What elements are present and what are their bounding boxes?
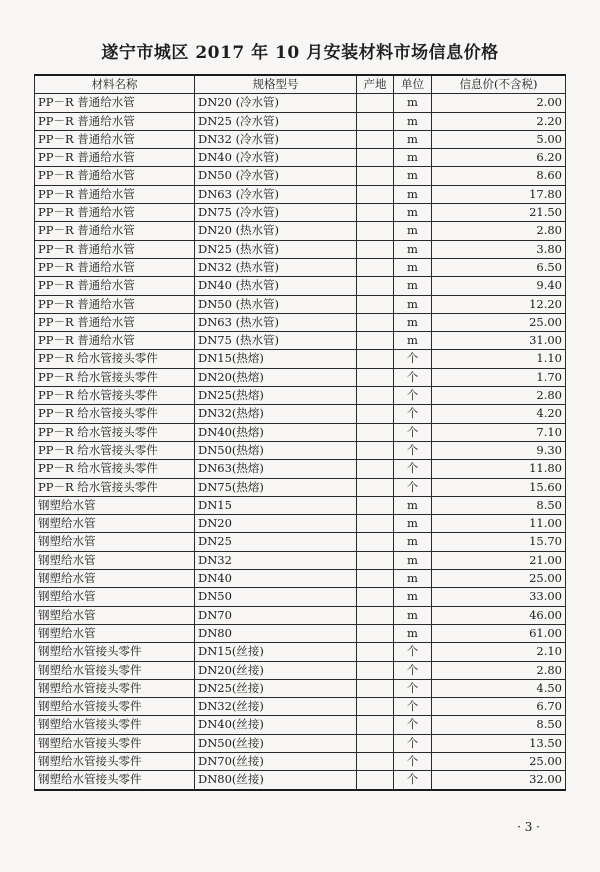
cell-spec: DN50(热熔) xyxy=(195,441,357,459)
table-row xyxy=(35,167,566,185)
table-row xyxy=(35,661,566,679)
table-row xyxy=(35,350,566,368)
cell-name: 钢塑给水管 xyxy=(35,570,195,588)
cell-unit: m xyxy=(394,332,432,350)
table-row xyxy=(35,149,566,167)
cell-origin xyxy=(357,771,394,790)
cell-origin xyxy=(357,643,394,661)
cell-name: 钢塑给水管 xyxy=(35,533,195,551)
cell-unit: 个 xyxy=(394,698,432,716)
cell-spec: DN32(丝接) xyxy=(195,698,357,716)
cell-spec: DN15(丝接) xyxy=(195,643,357,661)
table-row xyxy=(35,624,566,642)
cell-spec: DN20 xyxy=(195,515,357,533)
cell-unit: m xyxy=(394,149,432,167)
cell-price: 8.60 xyxy=(432,167,566,185)
page-title: 遂宁市城区 2017 年 10 月安装材料市场信息价格 xyxy=(101,43,499,63)
cell-unit: 个 xyxy=(394,661,432,679)
table-row xyxy=(35,441,566,459)
cell-unit: m xyxy=(394,277,432,295)
cell-price: 61.00 xyxy=(432,624,566,642)
cell-price: 25.00 xyxy=(432,570,566,588)
table-row xyxy=(35,405,566,423)
cell-name: PP－R 普通给水管 xyxy=(35,185,195,203)
header-origin: 产地 xyxy=(357,75,394,94)
cell-name: PP－R 给水管接头零件 xyxy=(35,478,195,496)
cell-name: PP－R 普通给水管 xyxy=(35,167,195,185)
cell-unit: 个 xyxy=(394,350,432,368)
cell-spec: DN20(丝接) xyxy=(195,661,357,679)
cell-name: PP－R 普通给水管 xyxy=(35,332,195,350)
cell-unit: 个 xyxy=(394,679,432,697)
table-row xyxy=(35,679,566,697)
cell-unit: 个 xyxy=(394,423,432,441)
cell-price: 5.00 xyxy=(432,130,566,148)
cell-spec: DN32 (热水管) xyxy=(195,258,357,276)
table-row xyxy=(35,734,566,752)
cell-price: 1.10 xyxy=(432,350,566,368)
cell-origin xyxy=(357,185,394,203)
cell-price: 2.20 xyxy=(432,112,566,130)
cell-origin xyxy=(357,204,394,222)
cell-spec: DN50 (冷水管) xyxy=(195,167,357,185)
table-row xyxy=(35,295,566,313)
cell-name: PP－R 普通给水管 xyxy=(35,94,195,112)
cell-price: 12.20 xyxy=(432,295,566,313)
cell-origin xyxy=(357,167,394,185)
cell-name: 钢塑给水管接头零件 xyxy=(35,661,195,679)
cell-price: 31.00 xyxy=(432,332,566,350)
table-row xyxy=(35,588,566,606)
cell-unit: m xyxy=(394,588,432,606)
table-row xyxy=(35,771,566,790)
cell-price: 11.00 xyxy=(432,515,566,533)
cell-spec: DN63 (热水管) xyxy=(195,313,357,331)
cell-spec: DN40 (热水管) xyxy=(195,277,357,295)
cell-price: 2.00 xyxy=(432,94,566,112)
cell-price: 17.80 xyxy=(432,185,566,203)
cell-origin xyxy=(357,496,394,514)
cell-price: 33.00 xyxy=(432,588,566,606)
table-row xyxy=(35,130,566,148)
cell-unit: m xyxy=(394,551,432,569)
table-row xyxy=(35,258,566,276)
table-row xyxy=(35,752,566,770)
cell-origin xyxy=(357,551,394,569)
cell-spec: DN40 (冷水管) xyxy=(195,149,357,167)
cell-spec: DN70(丝接) xyxy=(195,752,357,770)
cell-name: 钢塑给水管 xyxy=(35,551,195,569)
cell-name: 钢塑给水管 xyxy=(35,496,195,514)
cell-price: 1.70 xyxy=(432,368,566,386)
cell-origin xyxy=(357,112,394,130)
cell-unit: 个 xyxy=(394,460,432,478)
table-row xyxy=(35,716,566,734)
cell-spec: DN63 (冷水管) xyxy=(195,185,357,203)
cell-origin xyxy=(357,698,394,716)
cell-origin xyxy=(357,570,394,588)
cell-origin xyxy=(357,478,394,496)
cell-origin xyxy=(357,716,394,734)
cell-price: 3.80 xyxy=(432,240,566,258)
cell-spec: DN32 (冷水管) xyxy=(195,130,357,148)
cell-origin xyxy=(357,277,394,295)
cell-name: 钢塑给水管接头零件 xyxy=(35,771,195,790)
cell-origin xyxy=(357,533,394,551)
cell-name: PP－R 普通给水管 xyxy=(35,295,195,313)
cell-unit: m xyxy=(394,295,432,313)
table-row xyxy=(35,423,566,441)
table-row xyxy=(35,368,566,386)
cell-price: 21.00 xyxy=(432,551,566,569)
cell-unit: 个 xyxy=(394,441,432,459)
table-row xyxy=(35,387,566,405)
price-table xyxy=(34,74,566,791)
cell-price: 25.00 xyxy=(432,752,566,770)
header-spec: 规格型号 xyxy=(195,75,357,94)
cell-name: PP－R 普通给水管 xyxy=(35,222,195,240)
cell-spec: DN25 xyxy=(195,533,357,551)
cell-price: 4.20 xyxy=(432,405,566,423)
cell-price: 9.40 xyxy=(432,277,566,295)
cell-unit: 个 xyxy=(394,752,432,770)
cell-origin xyxy=(357,460,394,478)
cell-name: 钢塑给水管 xyxy=(35,515,195,533)
table-row xyxy=(35,94,566,112)
cell-origin xyxy=(357,149,394,167)
cell-spec: DN20(热熔) xyxy=(195,368,357,386)
cell-name: 钢塑给水管接头零件 xyxy=(35,643,195,661)
cell-unit: m xyxy=(394,130,432,148)
cell-price: 2.80 xyxy=(432,222,566,240)
cell-unit: 个 xyxy=(394,771,432,790)
table-body xyxy=(35,94,566,790)
cell-name: PP－R 给水管接头零件 xyxy=(35,350,195,368)
cell-unit: 个 xyxy=(394,643,432,661)
cell-spec: DN40 xyxy=(195,570,357,588)
cell-spec: DN63(热熔) xyxy=(195,460,357,478)
cell-origin xyxy=(357,94,394,112)
cell-unit: m xyxy=(394,167,432,185)
header-name: 材料名称 xyxy=(35,75,195,94)
cell-name: PP－R 普通给水管 xyxy=(35,240,195,258)
table-row xyxy=(35,496,566,514)
cell-price: 6.20 xyxy=(432,149,566,167)
cell-spec: DN25(丝接) xyxy=(195,679,357,697)
cell-spec: DN50 xyxy=(195,588,357,606)
cell-spec: DN25(热熔) xyxy=(195,387,357,405)
table-row xyxy=(35,332,566,350)
cell-origin xyxy=(357,258,394,276)
table-row xyxy=(35,240,566,258)
cell-name: PP－R 给水管接头零件 xyxy=(35,405,195,423)
cell-spec: DN20 (热水管) xyxy=(195,222,357,240)
cell-spec: DN20 (冷水管) xyxy=(195,94,357,112)
cell-spec: DN40(丝接) xyxy=(195,716,357,734)
cell-spec: DN80 xyxy=(195,624,357,642)
cell-unit: 个 xyxy=(394,387,432,405)
cell-unit: m xyxy=(394,496,432,514)
cell-unit: m xyxy=(394,258,432,276)
cell-spec: DN32(热熔) xyxy=(195,405,357,423)
cell-spec: DN50(丝接) xyxy=(195,734,357,752)
cell-name: 钢塑给水管 xyxy=(35,588,195,606)
cell-price: 2.80 xyxy=(432,387,566,405)
cell-name: PP－R 普通给水管 xyxy=(35,149,195,167)
cell-origin xyxy=(357,588,394,606)
cell-origin xyxy=(357,368,394,386)
cell-price: 8.50 xyxy=(432,496,566,514)
cell-unit: m xyxy=(394,112,432,130)
page-number: · 3 · xyxy=(517,820,540,834)
cell-name: PP－R 普通给水管 xyxy=(35,112,195,130)
cell-name: PP－R 给水管接头零件 xyxy=(35,441,195,459)
cell-price: 6.50 xyxy=(432,258,566,276)
cell-name: PP－R 普通给水管 xyxy=(35,258,195,276)
cell-spec: DN75 (热水管) xyxy=(195,332,357,350)
cell-spec: DN75(热熔) xyxy=(195,478,357,496)
cell-price: 11.80 xyxy=(432,460,566,478)
table-row xyxy=(35,478,566,496)
cell-unit: m xyxy=(394,570,432,588)
cell-unit: m xyxy=(394,185,432,203)
cell-unit: m xyxy=(394,533,432,551)
cell-name: PP－R 给水管接头零件 xyxy=(35,423,195,441)
cell-spec: DN70 xyxy=(195,606,357,624)
cell-spec: DN75 (冷水管) xyxy=(195,204,357,222)
cell-name: 钢塑给水管接头零件 xyxy=(35,752,195,770)
cell-spec: DN40(热熔) xyxy=(195,423,357,441)
cell-unit: m xyxy=(394,313,432,331)
cell-origin xyxy=(357,332,394,350)
cell-name: 钢塑给水管 xyxy=(35,624,195,642)
cell-origin xyxy=(357,661,394,679)
cell-name: PP－R 普通给水管 xyxy=(35,130,195,148)
table-row xyxy=(35,277,566,295)
table-row xyxy=(35,533,566,551)
cell-unit: 个 xyxy=(394,368,432,386)
cell-origin xyxy=(357,734,394,752)
cell-origin xyxy=(357,240,394,258)
cell-name: PP－R 普通给水管 xyxy=(35,204,195,222)
cell-origin xyxy=(357,624,394,642)
cell-price: 46.00 xyxy=(432,606,566,624)
cell-name: 钢塑给水管接头零件 xyxy=(35,679,195,697)
cell-unit: 个 xyxy=(394,405,432,423)
table-row xyxy=(35,698,566,716)
table-row xyxy=(35,185,566,203)
cell-origin xyxy=(357,295,394,313)
header-price: 信息价(不含税) xyxy=(432,75,566,94)
cell-origin xyxy=(357,441,394,459)
table-row xyxy=(35,570,566,588)
cell-spec: DN15 xyxy=(195,496,357,514)
cell-unit: m xyxy=(394,240,432,258)
cell-name: PP－R 普通给水管 xyxy=(35,277,195,295)
table-row xyxy=(35,606,566,624)
cell-price: 8.50 xyxy=(432,716,566,734)
cell-spec: DN50 (热水管) xyxy=(195,295,357,313)
cell-spec: DN32 xyxy=(195,551,357,569)
cell-origin xyxy=(357,679,394,697)
cell-spec: DN80(丝接) xyxy=(195,771,357,790)
table-row xyxy=(35,222,566,240)
table-row xyxy=(35,460,566,478)
cell-origin xyxy=(357,606,394,624)
cell-unit: m xyxy=(394,222,432,240)
cell-name: 钢塑给水管 xyxy=(35,606,195,624)
cell-unit: 个 xyxy=(394,478,432,496)
cell-price: 7.10 xyxy=(432,423,566,441)
table-row xyxy=(35,551,566,569)
table-row xyxy=(35,515,566,533)
header-unit: 单位 xyxy=(394,75,432,94)
cell-name: 钢塑给水管接头零件 xyxy=(35,698,195,716)
cell-origin xyxy=(357,515,394,533)
cell-name: PP－R 普通给水管 xyxy=(35,313,195,331)
cell-origin xyxy=(357,423,394,441)
cell-origin xyxy=(357,130,394,148)
cell-spec: DN25 (冷水管) xyxy=(195,112,357,130)
cell-spec: DN25 (热水管) xyxy=(195,240,357,258)
table-row xyxy=(35,204,566,222)
cell-name: PP－R 给水管接头零件 xyxy=(35,368,195,386)
cell-unit: 个 xyxy=(394,734,432,752)
table-row xyxy=(35,313,566,331)
cell-unit: m xyxy=(394,204,432,222)
cell-origin xyxy=(357,222,394,240)
cell-origin xyxy=(357,405,394,423)
cell-price: 13.50 xyxy=(432,734,566,752)
table-header-row xyxy=(35,75,566,94)
cell-price: 6.70 xyxy=(432,698,566,716)
cell-origin xyxy=(357,387,394,405)
cell-price: 15.60 xyxy=(432,478,566,496)
cell-unit: 个 xyxy=(394,716,432,734)
cell-price: 9.30 xyxy=(432,441,566,459)
cell-price: 2.80 xyxy=(432,661,566,679)
cell-name: 钢塑给水管接头零件 xyxy=(35,734,195,752)
cell-name: 钢塑给水管接头零件 xyxy=(35,716,195,734)
cell-origin xyxy=(357,752,394,770)
table-row xyxy=(35,112,566,130)
cell-spec: DN15(热熔) xyxy=(195,350,357,368)
table-row xyxy=(35,643,566,661)
cell-origin xyxy=(357,350,394,368)
cell-price: 25.00 xyxy=(432,313,566,331)
cell-unit: m xyxy=(394,606,432,624)
cell-unit: m xyxy=(394,515,432,533)
cell-origin xyxy=(357,313,394,331)
cell-price: 4.50 xyxy=(432,679,566,697)
cell-price: 15.70 xyxy=(432,533,566,551)
cell-price: 2.10 xyxy=(432,643,566,661)
cell-name: PP－R 给水管接头零件 xyxy=(35,387,195,405)
cell-unit: m xyxy=(394,624,432,642)
cell-name: PP－R 给水管接头零件 xyxy=(35,460,195,478)
cell-price: 21.50 xyxy=(432,204,566,222)
cell-unit: m xyxy=(394,94,432,112)
cell-price: 32.00 xyxy=(432,771,566,790)
